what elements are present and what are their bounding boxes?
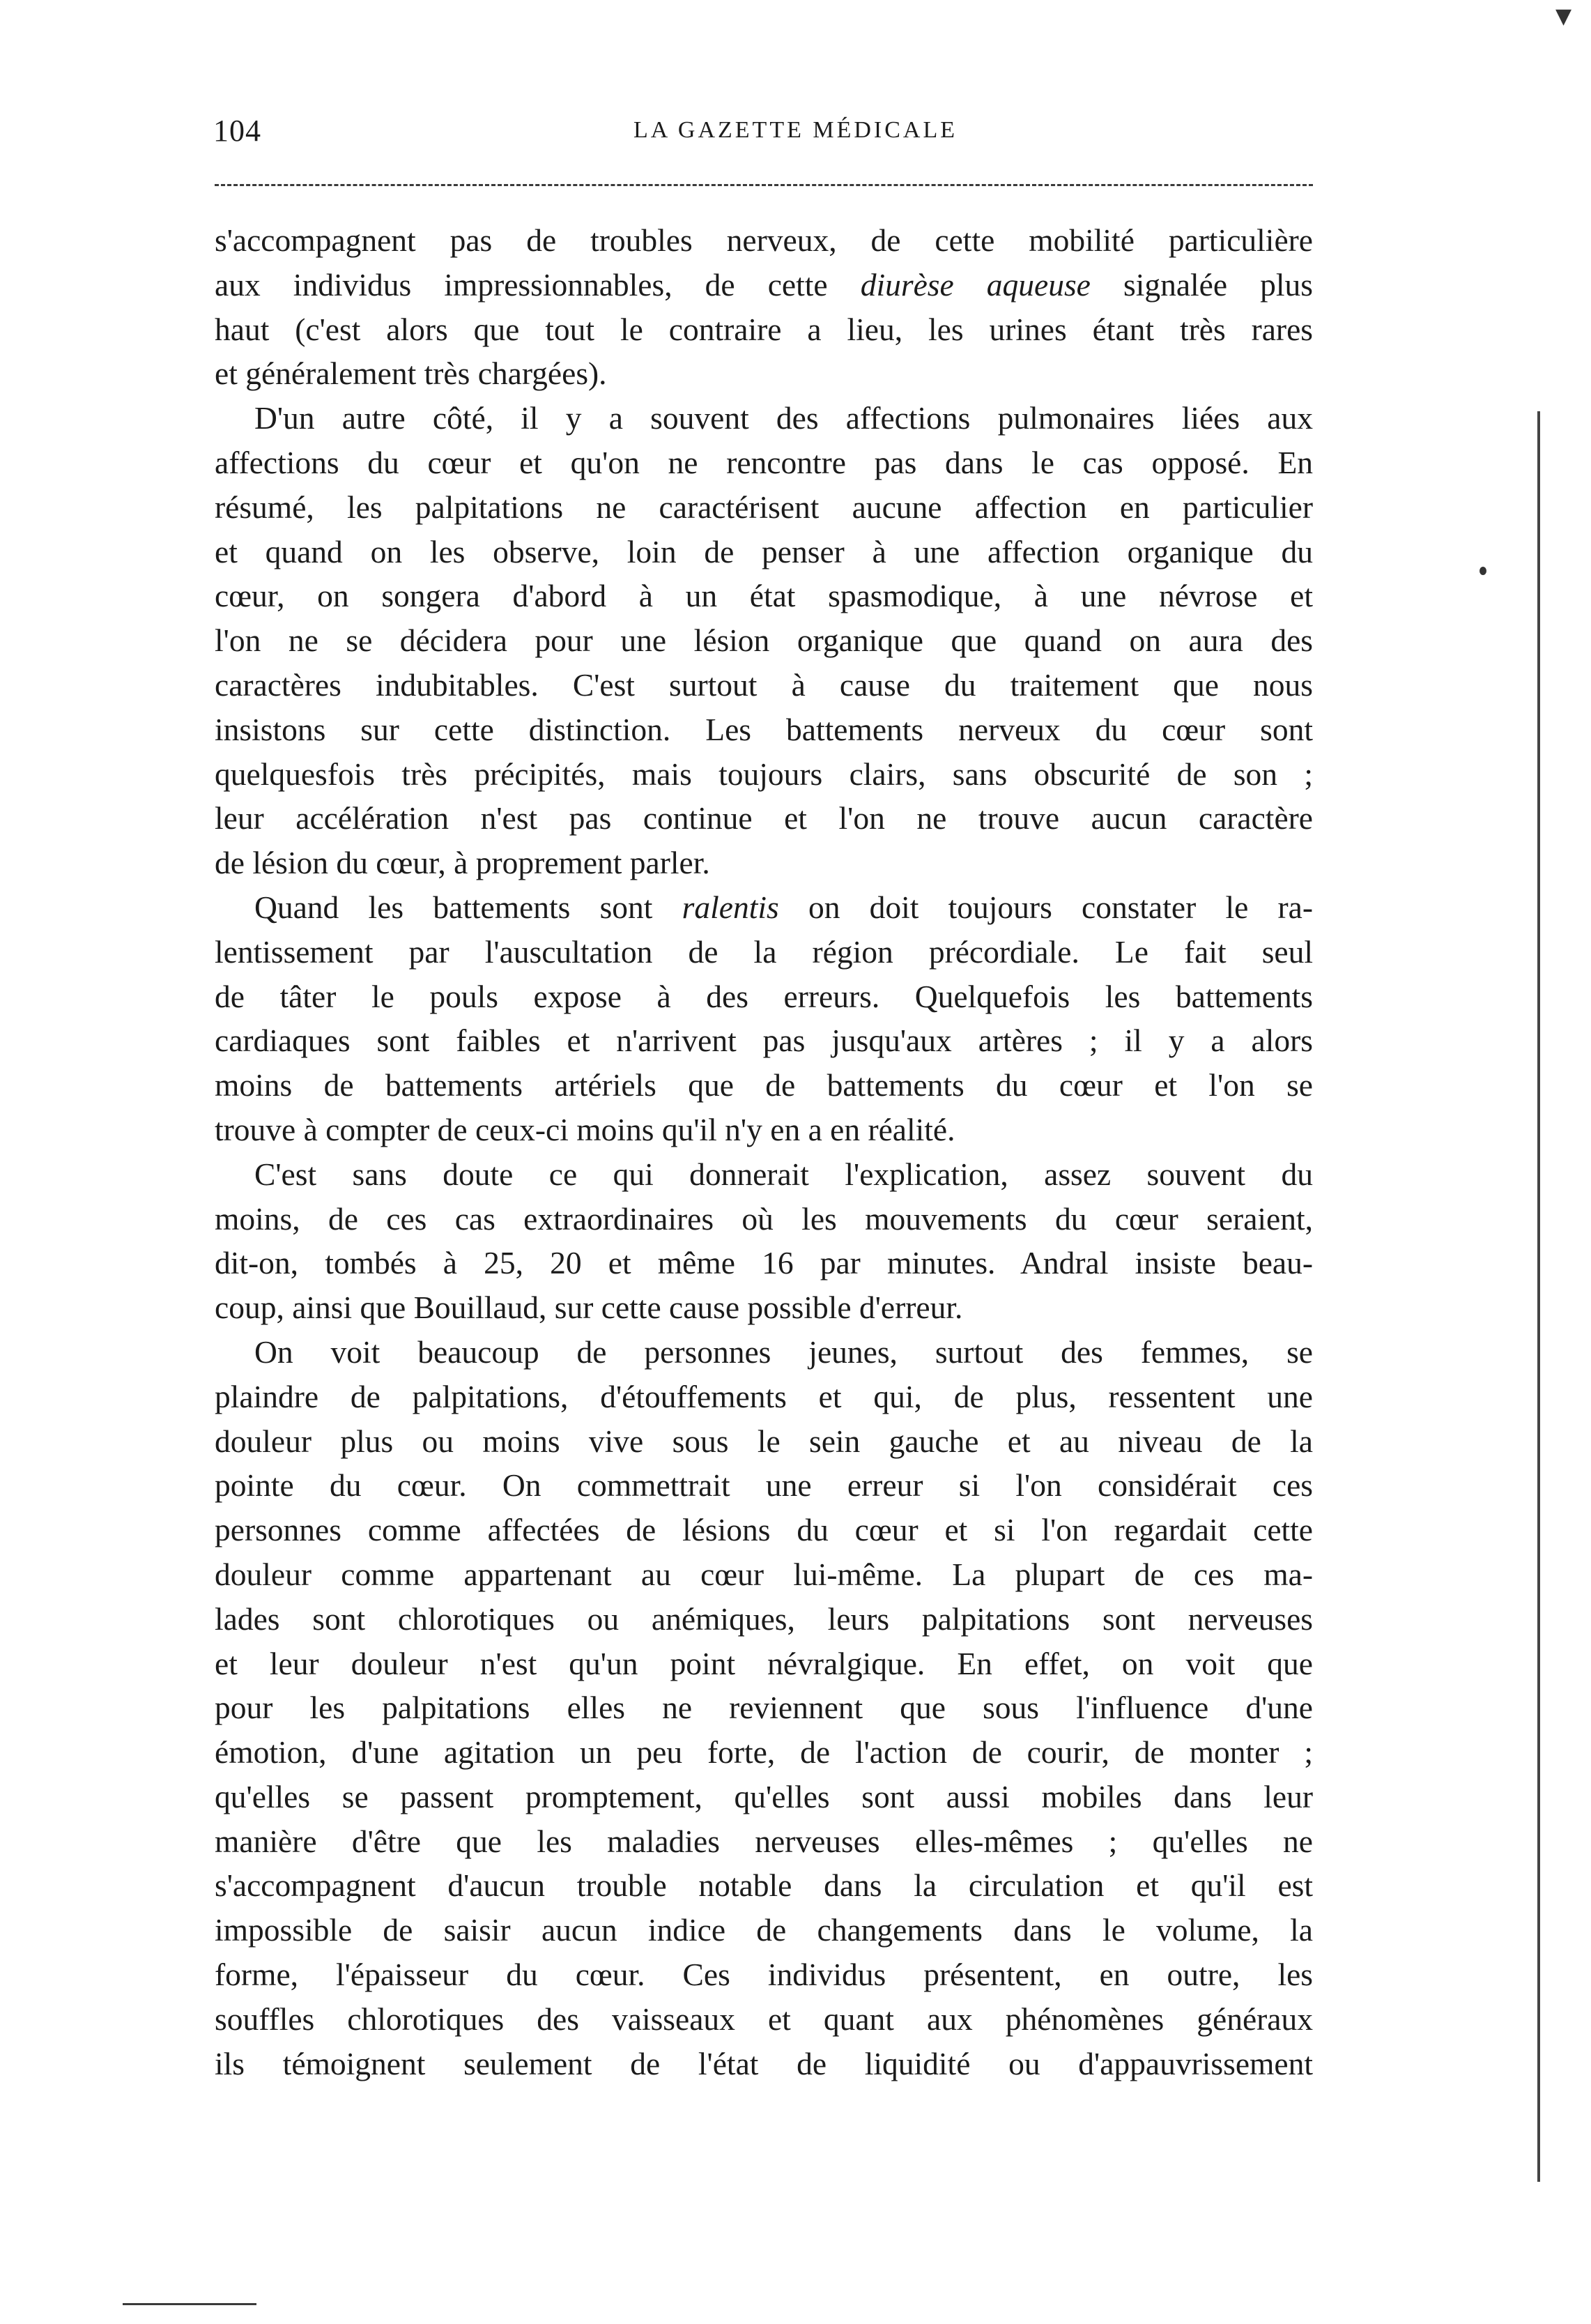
text-line: pointe du cœur. On commettrait une erreur si l'on considérait ces [215,1467,1313,1504]
text-line: C'est sans doute ce qui donnerait l'explication, assez souvent du [254,1156,1313,1192]
text-line: plaindre de palpitations, d'étouffements et qui, de plus, ressentent une [215,1378,1313,1414]
body-text [215,218,1313,2086]
margin-scan-rule [1537,411,1540,2182]
text-line [215,885,1313,930]
footer-rule [123,2303,256,2305]
text-line: souffles chlorotiques des vaisseaux et quant aux phénomènes généraux [215,2001,1313,2037]
text-line: douleur comme appartenant au cœur lui-même. La plupart de ces ma- [215,1556,1313,1592]
text-line: cœur, on songera d'abord à un état spasmodique, à une névrose et [215,578,1313,614]
text-line: trouve à compter de ceux-ci moins qu'il n'y en a en réalité. [215,1111,955,1147]
text-line: coup, ainsi que Bouillaud, sur cette cause possible d'erreur. [215,1290,963,1326]
text-run: on doit toujours constater le ra- [808,889,1313,925]
text-line: forme, l'épaisseur du cœur. Ces individus présentent, en outre, les [215,1957,1313,1993]
text-line: et quand on les observe, loin de penser à une affection organique du [215,533,1313,569]
text-run: aux individus impressionnables, de cette [215,266,828,303]
text-line: haut (c'est alors que tout le contraire a lieu, les urines étant très rares [215,311,1313,347]
running-title: LA GAZETTE MÉDICALE [633,117,958,143]
text-line: pour les palpitations elles ne reviennent que sous l'influence d'une [215,1690,1313,1726]
text-line: lades sont chlorotiques ou anémiques, leurs palpitations sont nerveuses [215,1600,1313,1637]
text-line [215,263,1313,307]
text-line: personnes comme affectées de lésions du cœur et si l'on regardait cette [215,1512,1313,1548]
text-line: insistons sur cette distinction. Les battements nerveux du cœur sont [215,711,1313,747]
italic-term: diurèse aqueuse [860,266,1091,303]
header-rule [215,184,1313,186]
text-line: affections du cœur et qu'on ne rencontre pas dans le cas opposé. En [215,444,1313,480]
text-line: dit-on, tombés à 25, 20 et même 16 par minutes. Andral insiste beau- [215,1245,1313,1281]
text-line: douleur plus ou moins vive sous le sein gauche et au niveau de la [215,1423,1313,1459]
text-line: résumé, les palpitations ne caractérisent aucune affection en particulier [215,489,1313,525]
text-line: s'accompagnent d'aucun trouble notable dans la circulation et qu'il est [215,1867,1313,1904]
text-line: D'un autre côté, il y a souvent des affections pulmonaires liées aux [254,400,1313,436]
text-line: leur accélération n'est pas continue et l'on ne trouve aucun caractère [215,800,1313,836]
text-line: cardiaques sont faibles et n'arrivent pas jusqu'aux artères ; il y a alors [215,1023,1313,1059]
text-line: s'accompagnent pas de troubles nerveux, de cette mobilité particulière [215,222,1313,258]
italic-term: ralentis [682,889,779,925]
text-line: l'on ne se décidera pour une lésion organique que quand on aura des [215,622,1313,659]
text-line: et leur douleur n'est qu'un point névralgique. En effet, on voit que [215,1645,1313,1681]
text-line: de lésion du cœur, à proprement parler. [215,845,710,881]
text-line: émotion, d'une agitation un peu forte, de l'action de courir, de monter ; [215,1734,1313,1771]
text-line: qu'elles se passent promptement, qu'elles sont aussi mobiles dans leur [215,1778,1313,1814]
text-line: et généralement très chargées). [215,356,607,392]
text-line: moins, de ces cas extraordinaires où les mouvements du cœur seraient, [215,1200,1313,1237]
text-line: impossible de saisir aucun indice de changements dans le volume, la [215,1912,1313,1948]
text-line: moins de battements artériels que de battements du cœur et l'on se [215,1067,1313,1103]
text-line: On voit beaucoup de personnes jeunes, surtout des femmes, se [254,1333,1313,1370]
text-line: manière d'être que les maladies nerveuses elles-mêmes ; qu'elles ne [215,1823,1313,1859]
margin-mark [1479,567,1486,575]
page-number: 104 [213,114,261,148]
text-run: Quand les battements sont [254,889,653,925]
text-line: lentissement par l'auscultation de la région précordiale. Le fait seul [215,933,1313,970]
text-run: signalée plus [1123,266,1314,303]
text-line: ils témoignent seulement de l'état de liquidité ou d'appauvrissement [215,2045,1313,2081]
text-line: de tâter le pouls expose à des erreurs. Quelquefois les battements [215,978,1313,1014]
corner-bookmark-icon: ▼ [1555,4,1572,29]
text-line: quelquesfois très précipités, mais toujours clairs, sans obscurité de son ; [215,756,1313,792]
text-line: caractères indubitables. C'est surtout à cause du traitement que nous [215,666,1313,703]
